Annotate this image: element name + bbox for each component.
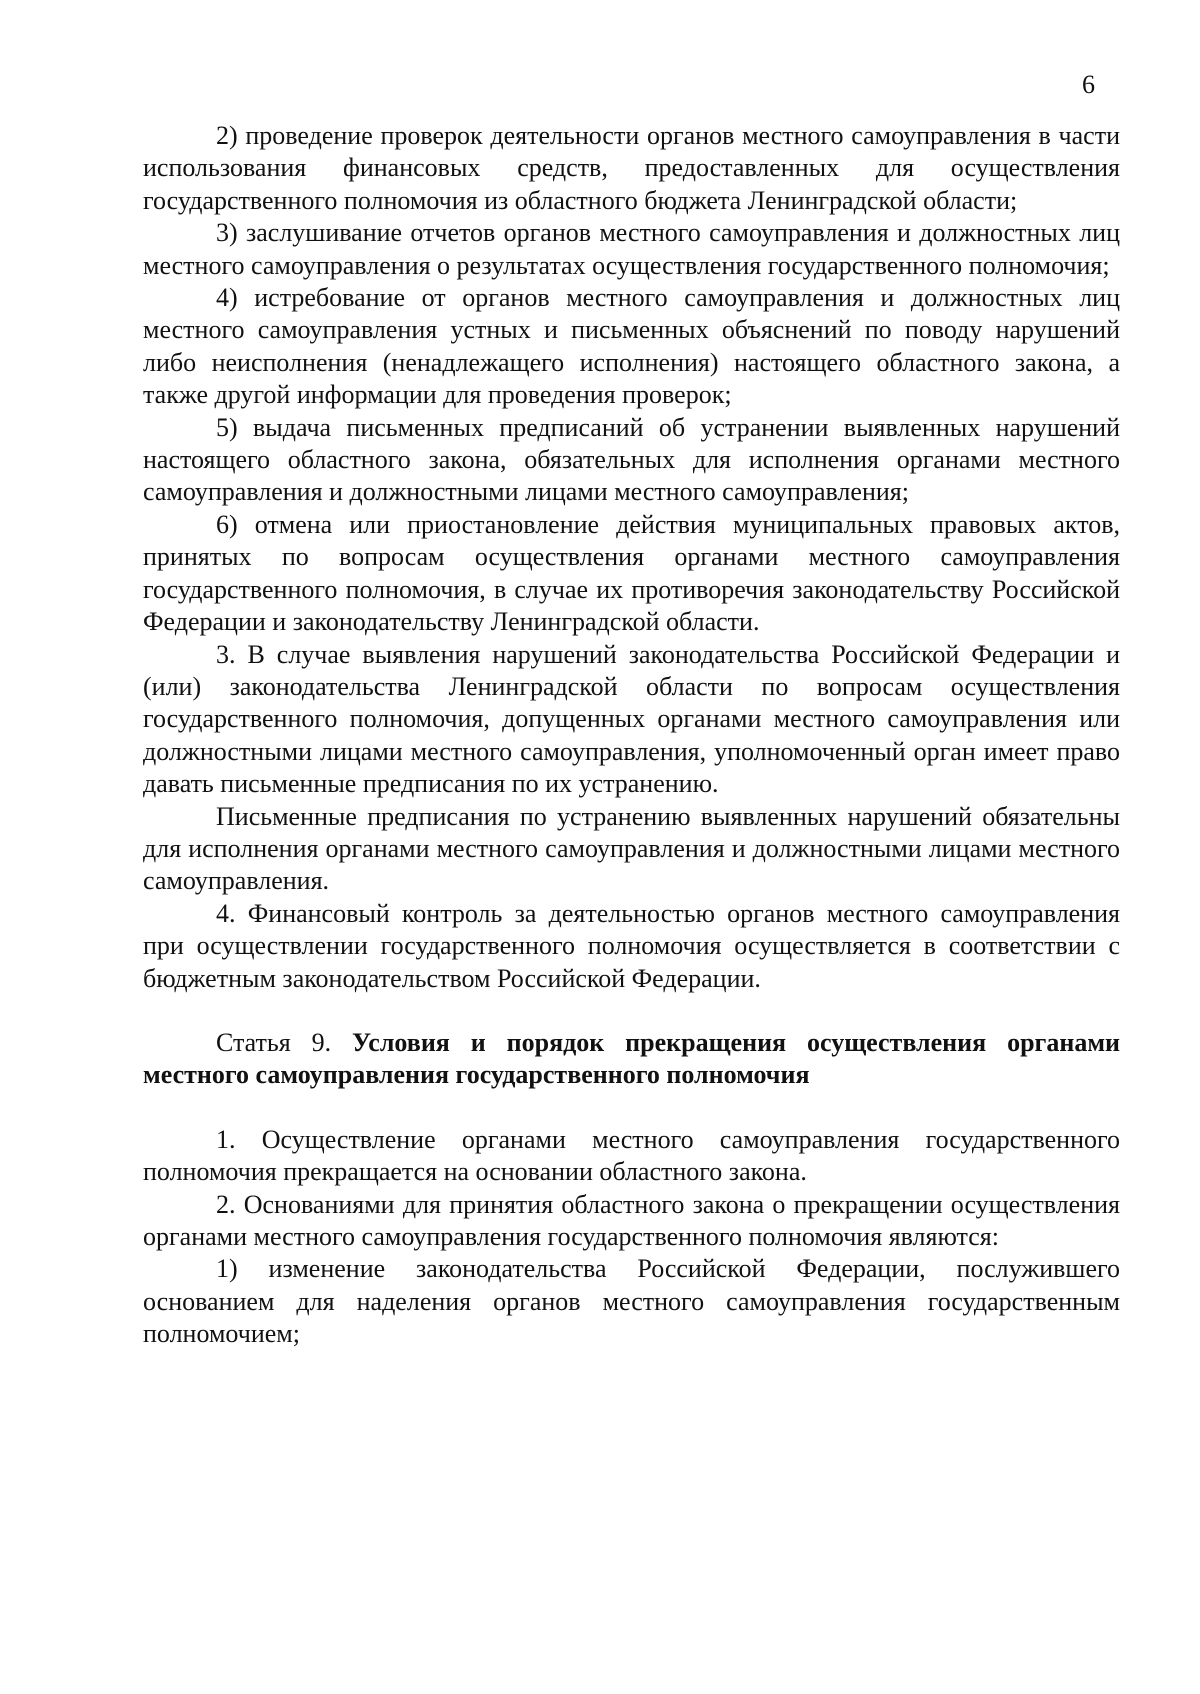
article-label: Статья 9.	[216, 1027, 332, 1057]
paragraph-control-item-2: 2) проведение проверок деятельности органов местного самоуправления в части использования финансовых средств, предоставленных для осуществления государственного полномочия из областного бюджета Ленинградской области;	[143, 121, 1120, 215]
paragraph-section-3: 3. В случае выявления нарушений законодательства Российской Федерации и (или) законодательства Ленинградской области по вопросам осуществления государственного полномочия, допущенных органами местного самоуправления или должностными лицами местного самоуправления, уполномоченный орган имеет право давать письменные предписания по их устранению.	[143, 639, 1120, 799]
paragraph-article9-subitem-1: 1) изменение законодательства Российской Федерации, послужившего основанием для наделения органов местного самоуправления государственным полномочием;	[143, 1254, 1120, 1349]
paragraph-control-item-4: 4) истребование от органов местного самоуправления и должностных лиц местного самоуправления устных и письменных объяснений по поводу нарушений либо неисполнения (ненадлежащего исполнения) настоящего областного закона, а также другой информации для проведения проверок;	[143, 283, 1120, 410]
page-number: 6	[1082, 70, 1095, 99]
article-title: Условия и порядок прекращения осуществления органами местного самоуправления государственного полномочия	[143, 1027, 1121, 1090]
article-heading	[143, 1027, 1120, 1092]
paragraph-control-item-5: 5) выдача письменных предписаний об устранении выявленных нарушений настоящего областного закона, обязательных для исполнения органами местного самоуправления и должностными лицами местного самоуправления;	[143, 412, 1120, 507]
paragraph-written-orders: Письменные предписания по устранению выявленных нарушений обязательны для исполнения органами местного самоуправления и должностными лицами местного самоуправления.	[143, 801, 1120, 896]
document-body	[143, 120, 1120, 1351]
paragraph-control-item-6: 6) отмена или приостановление действия муниципальных правовых актов, принятых по вопросам осуществления органами местного самоуправления государственного полномочия, в случае их противоречия законодательству Российской Федерации и законодательству Ленинградской области.	[143, 509, 1120, 637]
paragraph-article9-item-2: 2. Основаниями для принятия областного закона о прекращении осуществления органами местного самоуправления государственного полномочия являются:	[143, 1189, 1120, 1251]
paragraph-section-4: 4. Финансовый контроль за деятельностью органов местного самоуправления при осуществлении государственного полномочия осуществляется в соответствии с бюджетным законодательством Российской Федерации.	[143, 898, 1120, 993]
paragraph-article9-item-1: 1. Осуществление органами местного самоуправления государственного полномочия прекращается на основании областного закона.	[143, 1124, 1120, 1187]
paragraph-control-item-3: 3) заслушивание отчетов органов местного самоуправления и должностных лиц местного самоуправления о результатах осуществления государственного полномочия;	[143, 218, 1120, 280]
